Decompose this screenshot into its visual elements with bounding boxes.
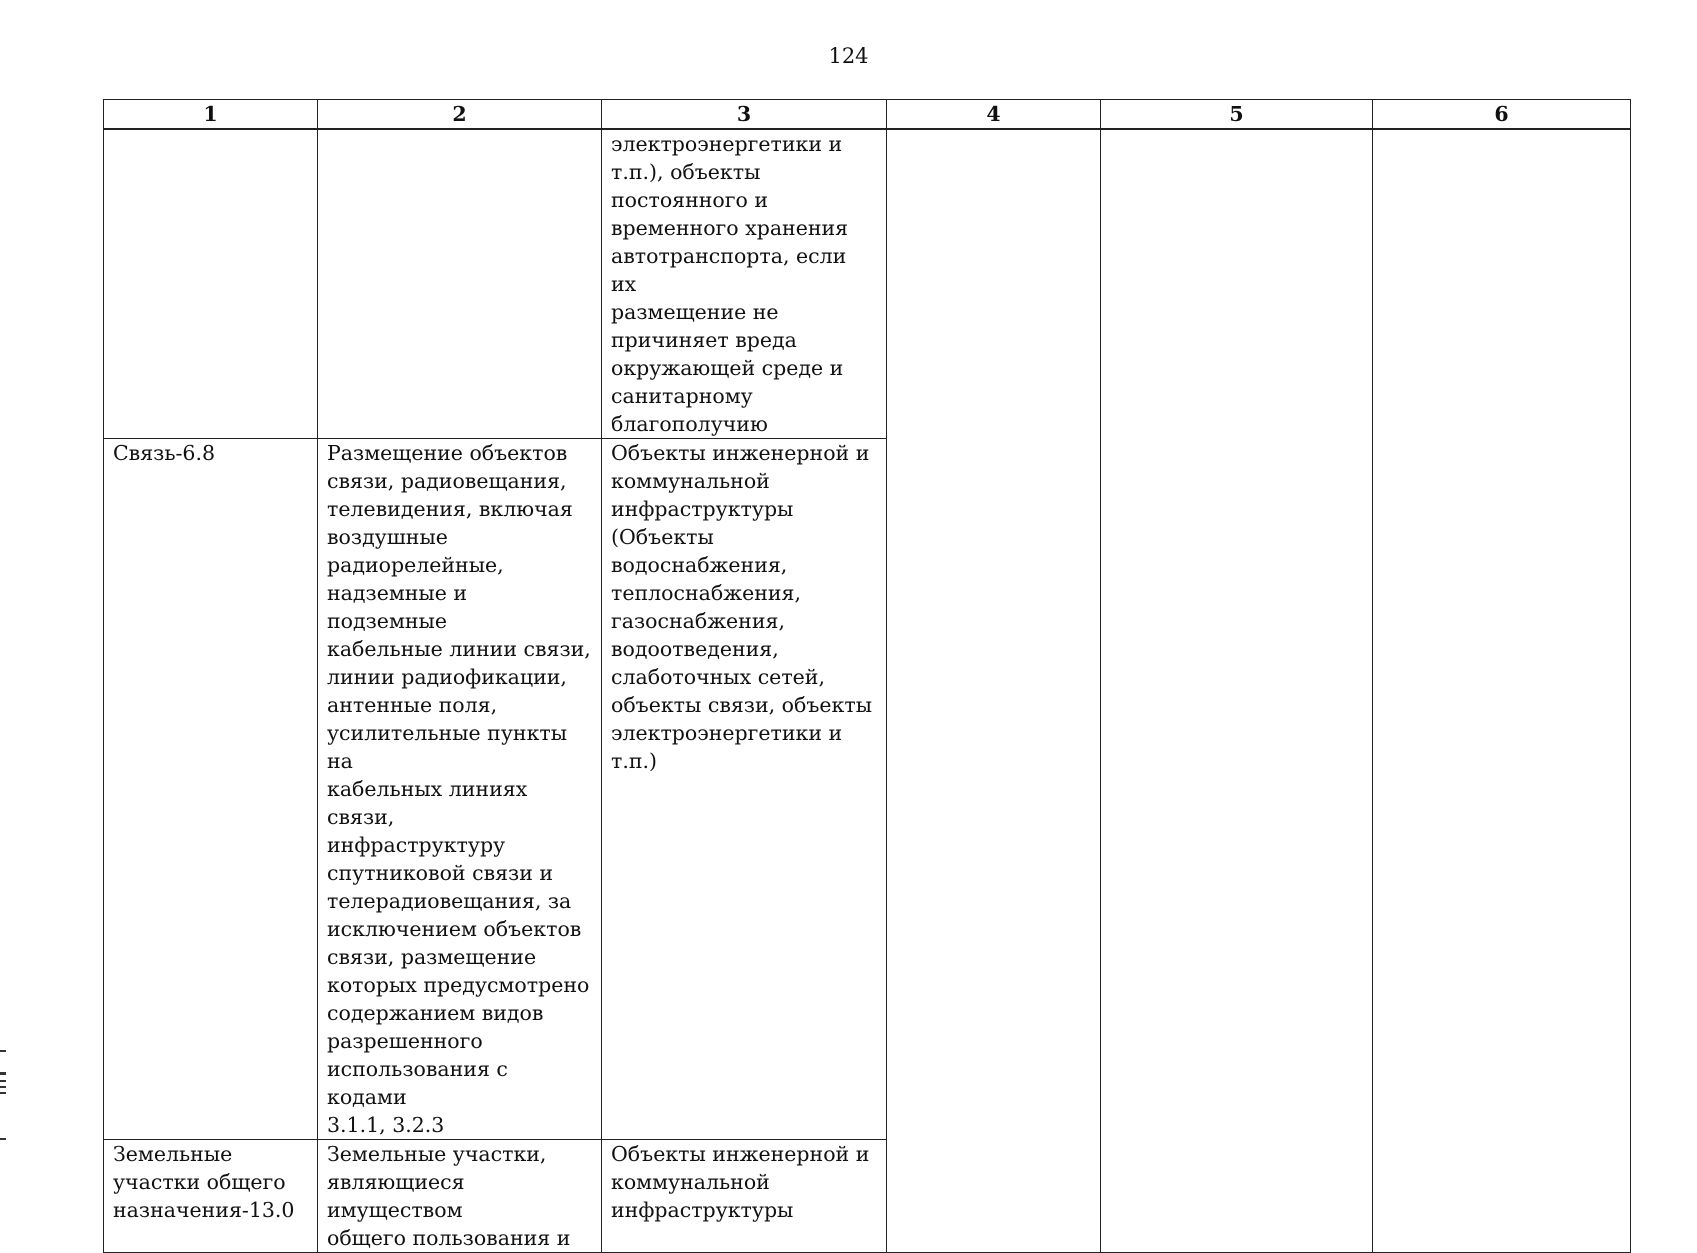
- column-6-cell: [1373, 129, 1631, 1253]
- column-header-1: 1: [104, 100, 318, 130]
- allowed-objects-cell: Объекты инженерной и коммунальной инфраструктуры: [602, 1140, 887, 1253]
- allowed-objects-cell: электроэнергетики и т.п.), объекты постоянного и временного хранения автотранспорта, если их размещение не причиняет вреда окружающей среде и санитарному благополучию: [602, 129, 887, 439]
- description-cell: Размещение объектов связи, радиовещания, телевидения, включая воздушные радиорелейные, надземные и подземные кабельные линии связи, линии радиофикации, антенные поля, усилительные пункты на кабельных линиях связи, инфраструктуру спутниковой связи и телерадиовещания, за исключением объектов связи, размещение которых предусмотрено содержанием видов разрешенного использования с кодами 3.1.1, 3.2.3: [318, 439, 602, 1140]
- description-cell: Земельные участки, являющиеся имуществом общего пользования и: [318, 1140, 602, 1253]
- column-header-3: 3: [602, 100, 887, 130]
- column-header-2: 2: [318, 100, 602, 130]
- description-cell: [318, 129, 602, 439]
- column-4-cell: [887, 129, 1101, 1253]
- column-5-cell: [1101, 129, 1373, 1253]
- column-header-6: 6: [1373, 100, 1631, 130]
- page-number: 124: [828, 44, 869, 68]
- allowed-objects-cell: Объекты инженерной и коммунальной инфраструктуры (Объекты водоснабжения, теплоснабжения, газоснабжения, водоотведения, слаботочных сетей, объекты связи, объекты электроэнергетики и т.п.): [602, 439, 887, 1140]
- column-header-5: 5: [1101, 100, 1373, 130]
- column-header-4: 4: [887, 100, 1101, 130]
- zoning-table: [103, 99, 1631, 1253]
- table-header-row: [104, 100, 1631, 130]
- table-row: [104, 129, 1631, 439]
- use-type-cell: [104, 129, 318, 439]
- scan-artifact-marks: [0, 1050, 6, 1170]
- use-type-cell: Связь-6.8: [104, 439, 318, 1140]
- use-type-cell: Земельные участки общего назначения-13.0: [104, 1140, 318, 1253]
